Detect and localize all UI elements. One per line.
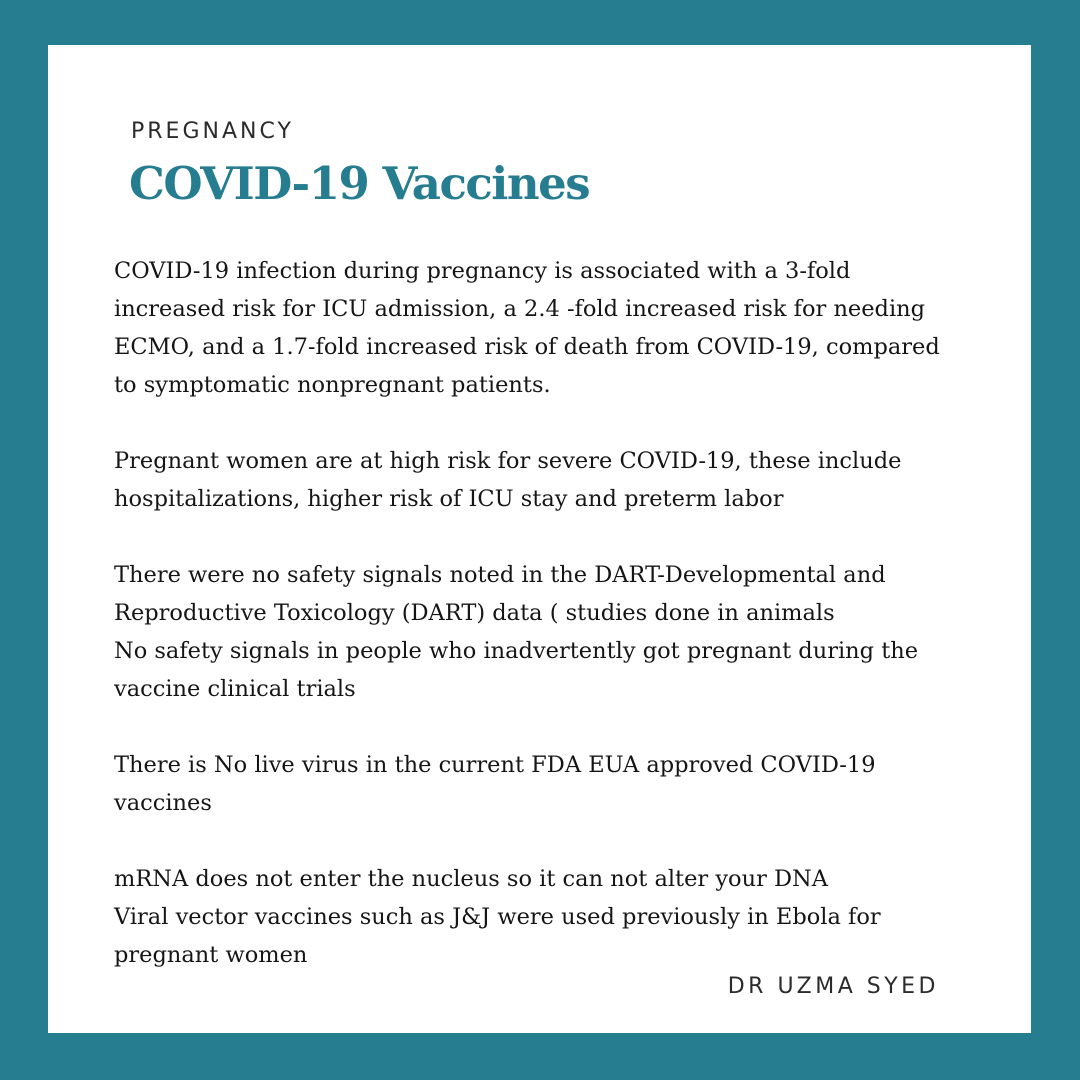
paragraph-mrna-facts xyxy=(114,860,994,974)
text-line: pregnant women xyxy=(114,942,308,968)
text-line: ECMO, and a 1.7-fold increased risk of death from COVID-19, compared xyxy=(114,334,940,360)
text-line: Viral vector vaccines such as J&J were used previously in Ebola for xyxy=(114,904,881,930)
paragraph-high-risk xyxy=(114,442,994,518)
text-line: hospitalizations, higher risk of ICU stay and preterm labor xyxy=(114,486,784,512)
text-line: There were no safety signals noted in the DART-Developmental and xyxy=(114,562,886,588)
text-line: to symptomatic nonpregnant patients. xyxy=(114,372,551,398)
text-line: vaccine clinical trials xyxy=(114,676,356,702)
body-text xyxy=(114,252,994,974)
category-label: PREGNANCY xyxy=(131,119,294,144)
paragraph-safety-signals xyxy=(114,556,994,708)
content-card xyxy=(48,45,1031,1033)
author-signature: DR UZMA SYED xyxy=(727,974,939,999)
text-line: Pregnant women are at high risk for severe COVID-19, these include xyxy=(114,448,902,474)
paragraph-no-live-virus xyxy=(114,746,994,822)
text-line: vaccines xyxy=(114,790,212,816)
text-line: COVID-19 infection during pregnancy is associated with a 3-fold xyxy=(114,258,851,284)
paragraph-risk-stats xyxy=(114,252,994,404)
text-line: mRNA does not enter the nucleus so it can not alter your DNA xyxy=(114,866,828,892)
text-line: No safety signals in people who inadvertently got pregnant during the xyxy=(114,638,919,664)
text-line: increased risk for ICU admission, a 2.4 -fold increased risk for needing xyxy=(114,296,926,322)
page-title: COVID-19 Vaccines xyxy=(129,157,590,210)
text-line: Reproductive Toxicology (DART) data ( studies done in animals xyxy=(114,600,835,626)
text-line: There is No live virus in the current FDA EUA approved COVID-19 xyxy=(114,752,876,778)
